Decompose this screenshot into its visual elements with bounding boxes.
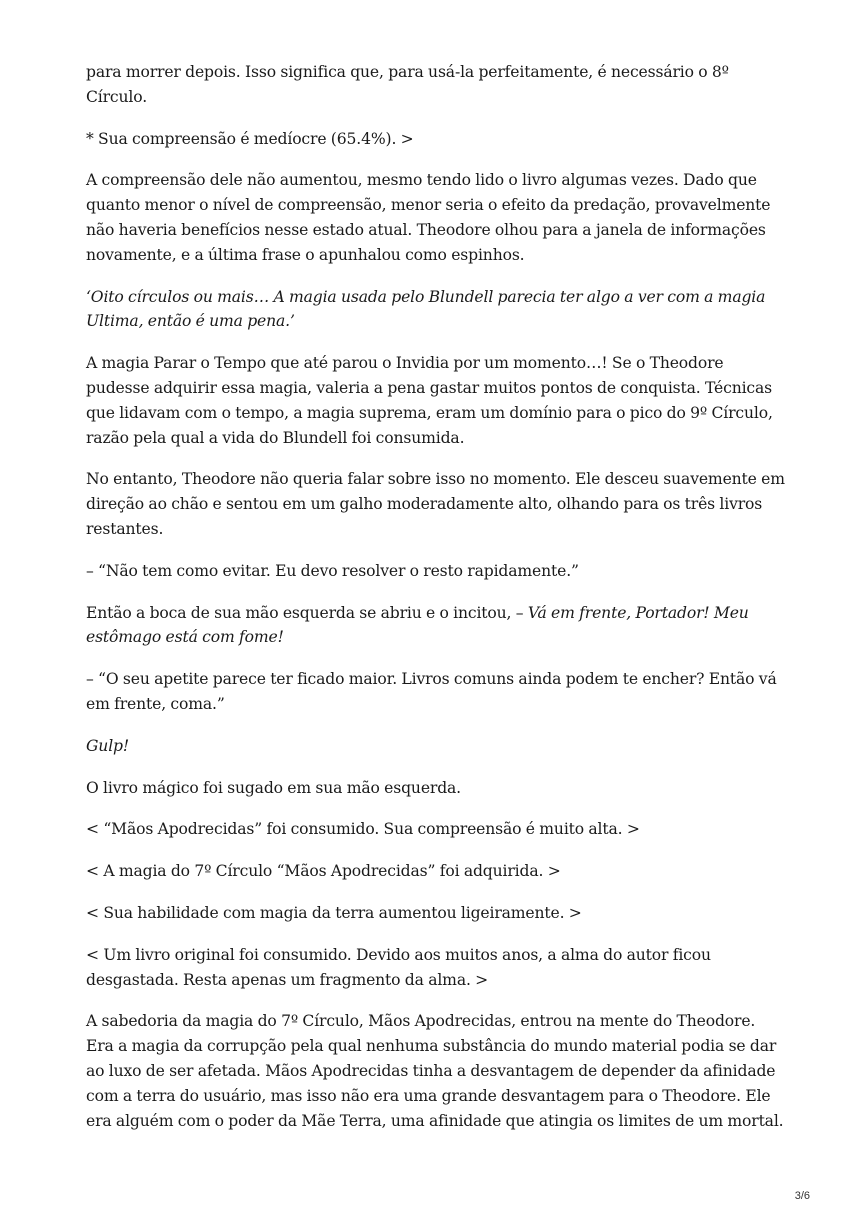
dialogue: – “Não tem como evitar. Eu devo resolver o resto rapidamente.”	[86, 561, 579, 580]
dialogue-narration: Então a boca de sua mão esquerda se abriu e o incitou, –	[86, 603, 528, 622]
system-message: < “Mãos Apodrecidas” foi consumido. Sua compreensão é muito alta. >	[86, 820, 640, 839]
dialogue: – “O seu apetite parece ter ficado maior. Livros comuns ainda podem te encher? Então vá em frente, coma.”	[86, 670, 777, 713]
paragraph: No entanto, Theodore não queria falar sobre isso no momento. Ele desceu suavemente em direção ao chão e sentou em um galho moderadamente alto, olhando para os três livros restantes.	[86, 470, 785, 538]
paragraph: A compreensão dele não aumentou, mesmo tendo lido o livro algumas vezes. Dado que quanto menor o nível de compreensão, menor seria o efeito da predação, provavelmente não haveria benefícios nesse estado atual. Theodore olhou para a janela de informações novamente, e a última frase o apunhalou como espinhos.	[86, 171, 771, 264]
system-message: < Um livro original foi consumido. Devido aos muitos anos, a alma do autor ficou desgastada. Resta apenas um fragmento da alma. >	[86, 945, 711, 989]
paragraph: O livro mágico foi sugado em sua mão esquerda.	[86, 778, 461, 797]
paragraph: para morrer depois. Isso significa que, para usá-la perfeitamente, é necessário o 8º Círculo.	[86, 63, 729, 106]
dialogue-mixed	[86, 601, 786, 651]
italic-thought: ‘Oito círculos ou mais… A magia usada pelo Blundell parecia ter algo a ver com a magia Ultima, então é uma pena.’	[86, 287, 766, 331]
sound-effect: Gulp!	[86, 736, 129, 755]
system-message: * Sua compreensão é medíocre (65.4%). >	[86, 129, 414, 148]
system-message: < A magia do 7º Círculo “Mãos Apodrecidas” foi adquirida. >	[86, 862, 561, 881]
paragraph: A magia Parar o Tempo que até parou o Invidia por um momento…! Se o Theodore pudesse adquirir essa magia, valeria a pena gastar muitos pontos de conquista. Técnicas que lidavam com o tempo, a magia suprema, eram um domínio para o pico do 9º Círculo, razão pela qual a vida do Blundell foi consumida.	[86, 354, 773, 447]
system-message: < Sua habilidade com magia da terra aumentou ligeiramente. >	[86, 903, 582, 922]
paragraph: A sabedoria da magia do 7º Círculo, Mãos Apodrecidas, entrou na mente do Theodore. Era a magia da corrupção pela qual nenhuma substância do mundo material podia se dar ao luxo de ser afetada. Mãos Apodrecidas tinha a desvantagem de depender da afinidade com a terra do usuário, mas isso não era uma grande desvantagem para o Theodore. Ele era alguém com o poder da Mãe Terra, uma afinidade que atingia os limites de um mortal.	[86, 1012, 784, 1130]
dialogue-italic-speech: Vá em frente, Portador! Meu estômago está com fome!	[86, 603, 749, 647]
page-number: 3/6	[794, 1190, 810, 1202]
document-page	[86, 60, 786, 1150]
